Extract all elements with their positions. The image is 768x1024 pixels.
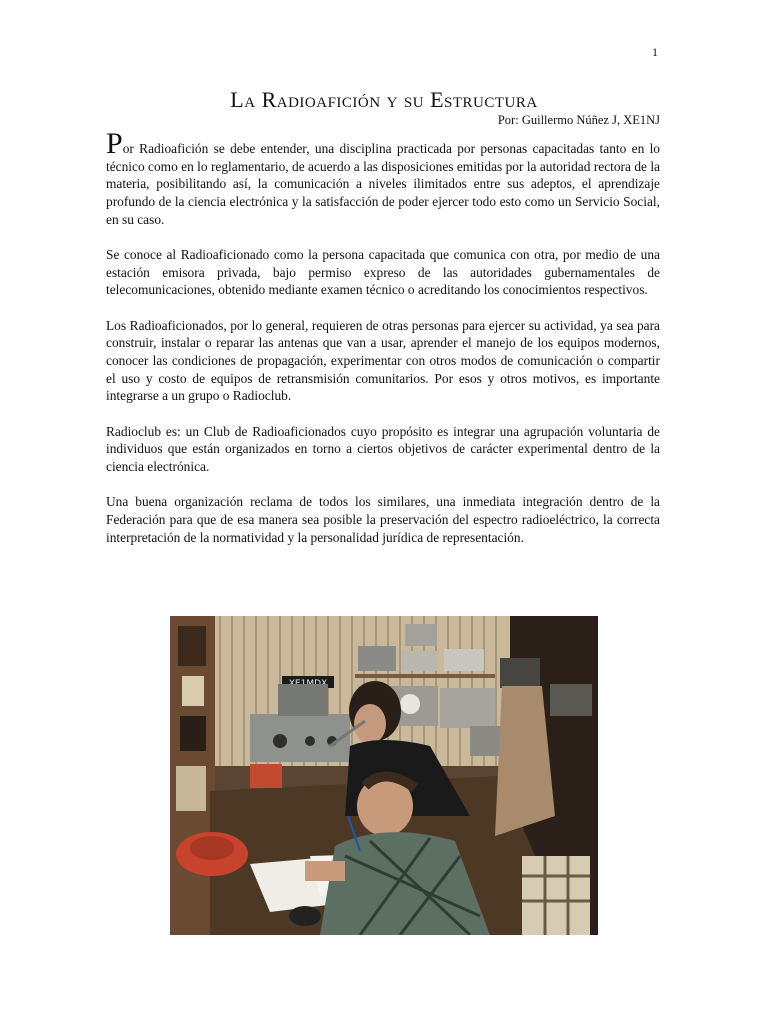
paragraph-definition-text: or Radioafición se debe entender, una disciplina practicada por personas capacitadas tanto en lo técnico como en lo reglamentario, de acuerdo a las disposiciones emitidas por la autoridad rectora de la materia, posibilitando así, la comunicación a niveles ilimitados entre sus adeptos, el aprendizaje profundo de la ciencia electrónica y la satisfacción de poder ejercer todo esto como un Servicio Social, en su caso. bbox=[106, 141, 660, 227]
paragraph-radioclub: Radioclub es: un Club de Radioaficionados cuyo propósito es integrar una agrupación voluntaria de individuos que están organizados en torno a ciertos objetivos de carácter experimental dentro de la ciencia electrónica. bbox=[106, 423, 660, 475]
paragraph-radioaficionado: Se conoce al Radioaficionado como la persona capacitada que comunica con otra, por medio de una estación emisora privada, bajo permiso expreso de las autoridades gubernamentales de telecomunicaciones, obtenido mediante examen técnico o acreditando los conocimientos respectivos. bbox=[106, 247, 660, 298]
body-text bbox=[106, 127, 660, 564]
author-byline: Por: Guillermo Núñez J, XE1NJ bbox=[497, 113, 660, 127]
drop-cap: P bbox=[106, 127, 123, 160]
radio-station-photo bbox=[170, 616, 598, 935]
document-title: La Radioafición y su Estructura bbox=[230, 86, 538, 112]
paragraph-actividad: Los Radioaficionados, por lo general, requieren de otras personas para ejercer su actividad, ya sea para construir, instalar o reparar las antenas que van a usar, aprender el manejo de los equipos modernos, conocer las condiciones de propagación, experimentar con otros modos de comunicación o compartir el uso y costo de equipos de retransmisión comunitarios. Por esos y otros motivos, es importante integrarse a un grupo o Radioclub. bbox=[106, 317, 660, 404]
paragraph-organizacion: Una buena organización reclama de todos los similares, una inmediata integración dentro de la Federación para que de esa manera sea posible la preservación del espectro radioeléctrico, la correcta interpretación de la normatividad y la personalidad jurídica de representación. bbox=[106, 494, 660, 545]
page-number: 1 bbox=[652, 45, 658, 59]
paragraph-definition bbox=[106, 127, 660, 229]
